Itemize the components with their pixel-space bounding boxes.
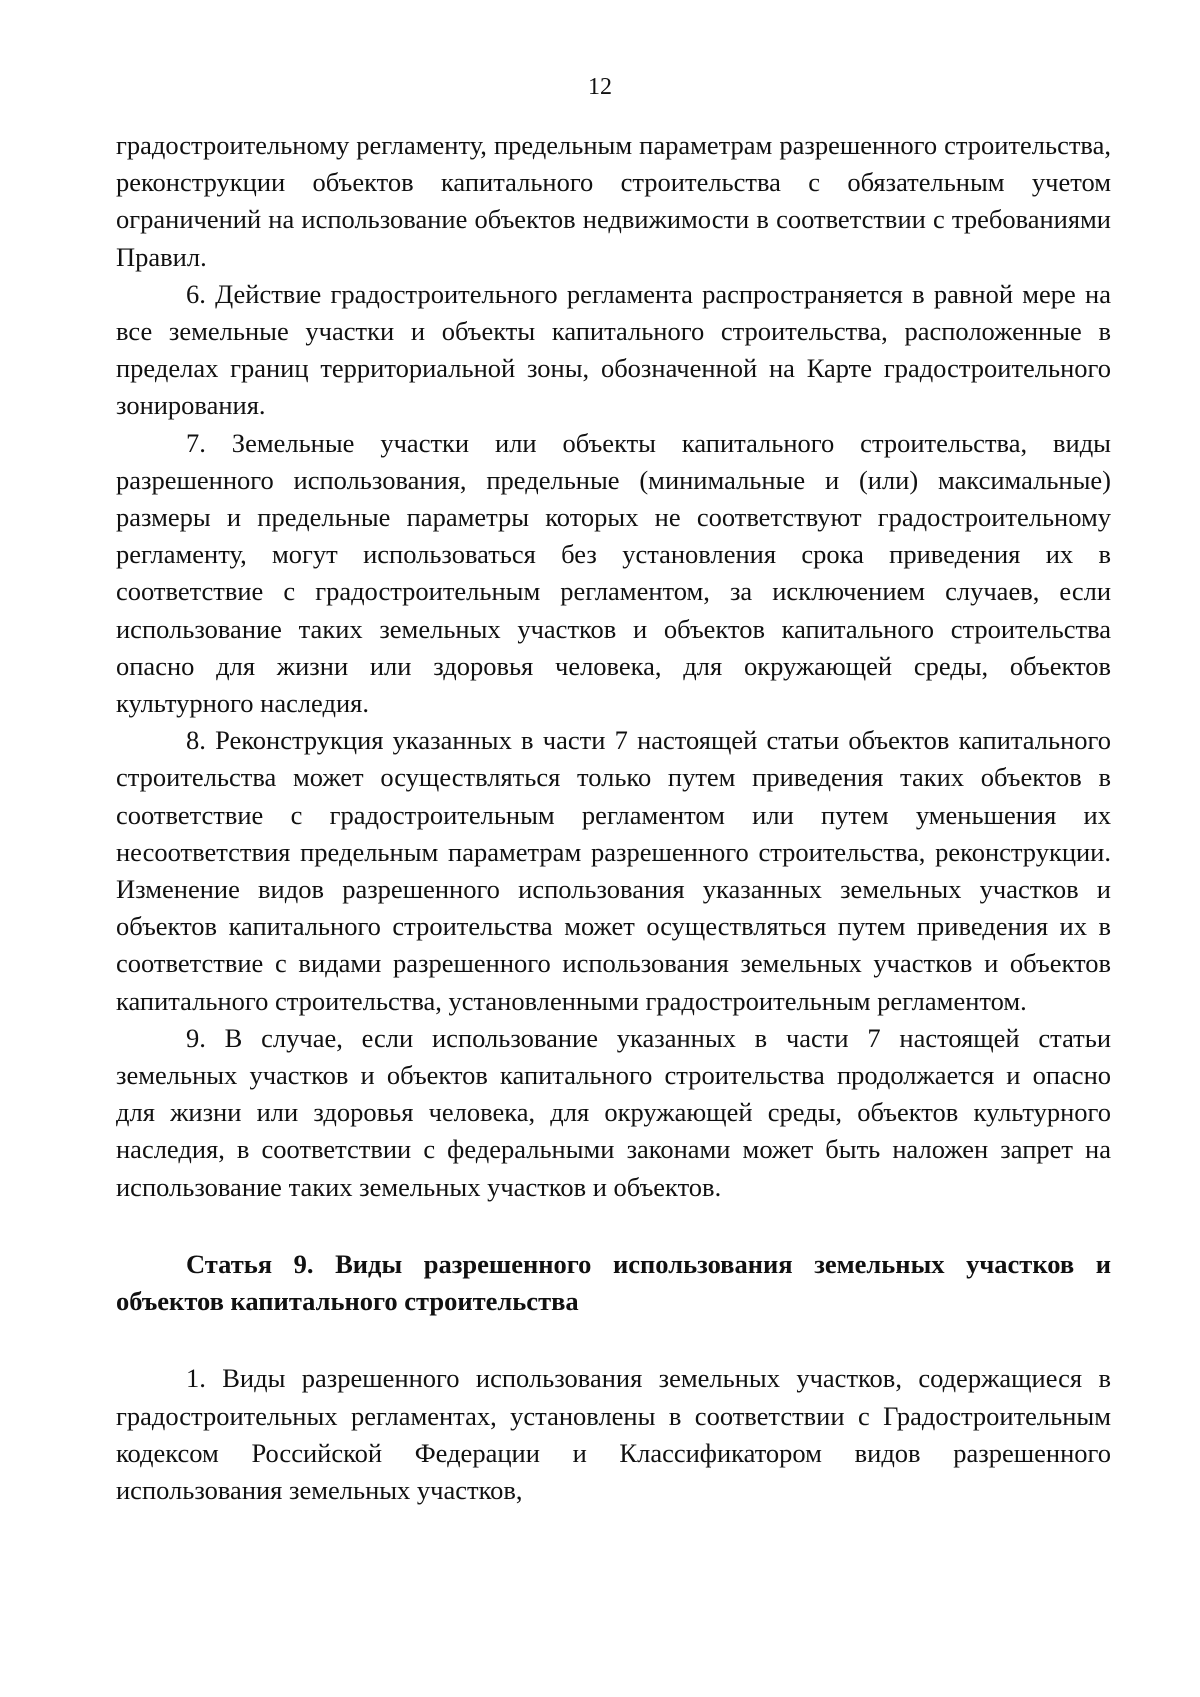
document-body <box>116 127 1111 1509</box>
paragraph-item-6: 6. Действие градостроительного регламента распространяется в равной мере на все земельные участки и объекты капитального строительства, расположенные в пределах границ территориальной зоны, обозначенной на Карте градостроительного зонирования. <box>116 278 1111 421</box>
paragraph-item-9: 9. В случае, если использование указанных в части 7 настоящей статьи земельных участков и объектов капитального строительства продолжается и опасно для жизни или здоровья человека, для окружающей среды, объектов культурного наследия, в соответствии с федеральными законами может быть наложен запрет на использование таких земельных участков и объектов. <box>116 1022 1111 1202</box>
page-number: 12 <box>588 74 612 100</box>
paragraph-continuation: градостроительному регламенту, предельным параметрам разрешенного строительства, реконструкции объектов капитального строительства с обязательным учетом ограничений на использование объектов недвижимости в соответствии с требованиями Правил. <box>116 130 1111 272</box>
article-9-paragraph-1: 1. Виды разрешенного использования земельных участков, содержащиеся в градостроительных регламентах, установлены в соответствии с Градостроительным кодексом Российской Федерации и Классификатором видов разрешенного использования земельных участков, <box>116 1363 1111 1505</box>
paragraph-item-7: 7. Земельные участки или объекты капитального строительства, виды разрешенного использования, предельные (минимальные и (или) максимальные) размеры и предельные параметры которых не соответствуют градостроительному регламенту, могут использоваться без установления срока приведения их в соответствие с градостроительным регламентом, за исключением случаев, если использование таких земельных участков и объектов капитального строительства опасно для жизни или здоровья человека, для окружающей среды, объектов культурного наследия. <box>116 427 1111 719</box>
article-heading: Статья 9. Виды разрешенного использования земельных участков и объектов капитального строительства <box>116 1248 1111 1317</box>
paragraph-item-8: 8. Реконструкция указанных в части 7 настоящей статьи объектов капитального строительства может осуществляться только путем приведения таких объектов в соответствие с градостроительным регламентом или путем уменьшения их несоответствия предельным параметрам разрешенного строительства, реконструкции. Изменение видов разрешенного использования указанных земельных участков и объектов капитального строительства может осуществляться путем приведения их в соответствие с видами разрешенного использования земельных участков и объектов капитального строительства, установленными градостроительным регламентом. <box>116 725 1111 1016</box>
